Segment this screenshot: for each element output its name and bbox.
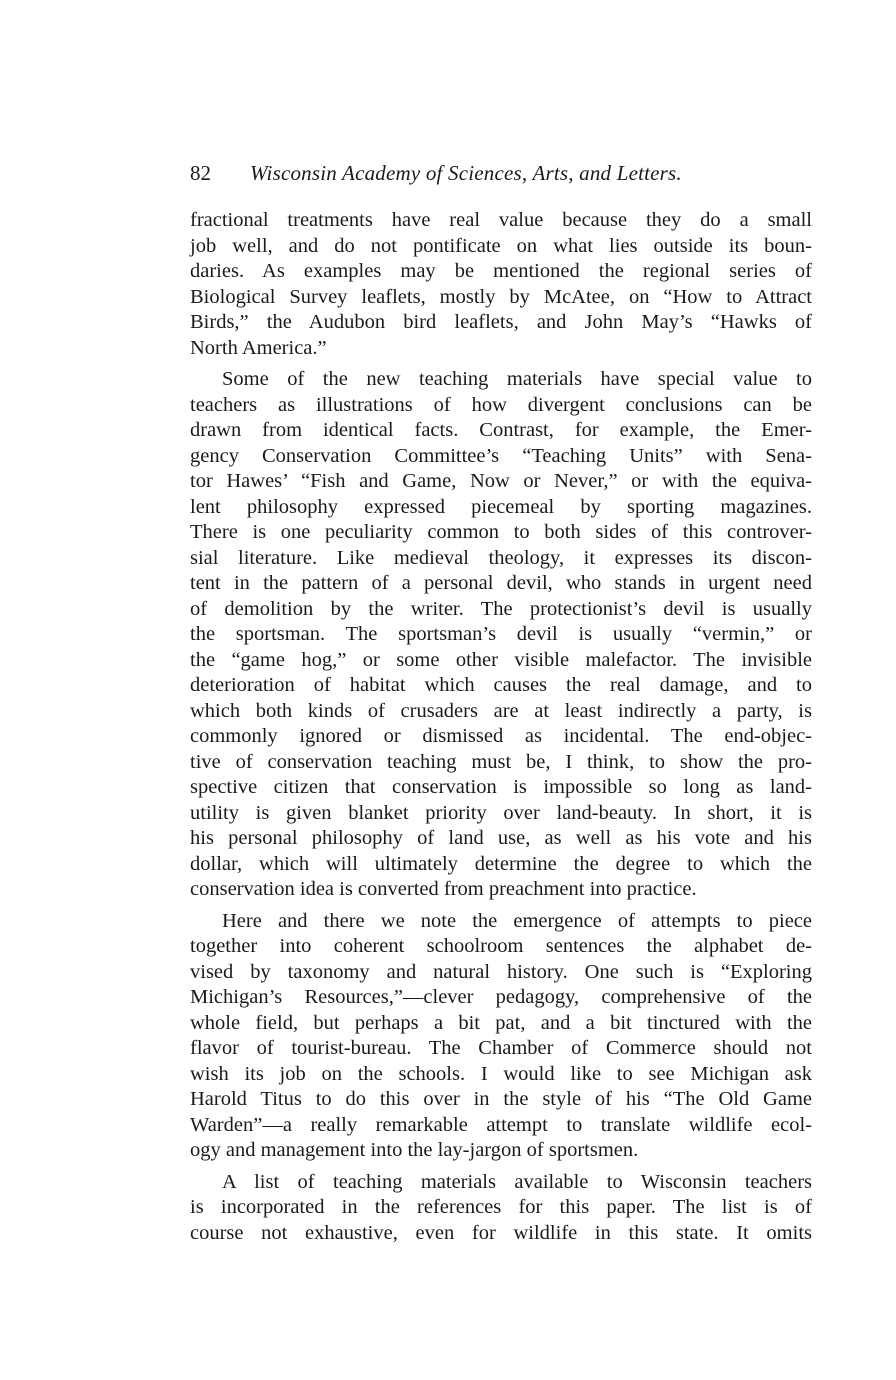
text-line: is incorporated in the references for this paper. The list is of — [190, 1196, 812, 1218]
text-line: the “game hog,” or some other visible malefactor. The invisible — [190, 648, 812, 671]
text-line: commonly ignored or dismissed as incidental. The end-objec- — [190, 725, 812, 747]
text-line: Harold Titus to do this over in the style of his “The Old Game — [190, 1088, 812, 1110]
text-line: daries. As examples may be mentioned the regional series of — [190, 260, 812, 282]
text-line: deterioration of habitat which causes the real damage, and to — [190, 674, 812, 696]
text-line: tive of conservation teaching must be, I think, to show the pro- — [190, 750, 812, 773]
text-line: Michigan’s Resources,”—clever pedagogy, comprehensive of the — [190, 986, 812, 1008]
text-line: his personal philosophy of land use, as well as his vote and his — [190, 827, 812, 849]
text-line: drawn from identical facts. Contrast, for example, the Emer- — [190, 419, 812, 441]
text-line: whole field, but perhaps a bit pat, and a bit tinctured with the — [190, 1011, 812, 1034]
paragraph — [190, 1170, 812, 1247]
paragraph — [190, 367, 812, 903]
text-line: lent philosophy expressed piecemeal by sporting magazines. — [190, 495, 812, 518]
running-head: Wisconsin Academy of Sciences, Arts, and Letters. — [250, 161, 682, 185]
text-line: Warden”—a really remarkable attempt to translate wildlife ecol- — [190, 1113, 812, 1136]
text-line: vised by taxonomy and natural history. One such is “Exploring — [190, 960, 812, 983]
text-line: There is one peculiarity common to both sides of this controver- — [190, 521, 812, 543]
text-line: together into coherent schoolroom sentences the alphabet de- — [190, 935, 812, 957]
page-header — [190, 157, 812, 189]
text-line: North America.” — [190, 336, 327, 359]
text-line: tor Hawes’ “Fish and Game, Now or Never,” or with the equiva- — [190, 470, 812, 492]
text-line: fractional treatments have real value because they do a small — [190, 209, 812, 231]
text-line: flavor of tourist-bureau. The Chamber of Commerce should not — [190, 1037, 812, 1059]
text-line: Some of the new teaching materials have special value to — [222, 368, 812, 390]
text-line: which both kinds of crusaders are at least indirectly a party, is — [190, 699, 812, 722]
text-line: teachers as illustrations of how divergent conclusions can be — [190, 393, 812, 416]
text-line: course not exhaustive, even for wildlife in this state. It omits — [190, 1221, 812, 1244]
paragraph — [190, 208, 812, 361]
paragraph — [190, 909, 812, 1164]
body-text — [190, 208, 812, 1246]
text-line: A list of teaching materials available to Wisconsin teachers — [222, 1170, 812, 1193]
text-line: Here and there we note the emergence of attempts to piece — [222, 909, 812, 932]
text-line: wish its job on the schools. I would like to see Michigan ask — [190, 1062, 812, 1085]
text-line: of demolition by the writer. The protectionist’s devil is usually — [190, 597, 812, 620]
text-line: Birds,” the Audubon bird leaflets, and John May’s “Hawks of — [190, 311, 812, 333]
text-line: sial literature. Like medieval theology, it expresses its discon- — [190, 546, 812, 569]
text-line: gency Conservation Committee’s “Teaching Units” with Sena- — [190, 444, 812, 467]
text-line: dollar, which will ultimately determine the degree to which the — [190, 852, 812, 875]
text-line: ogy and management into the lay-jargon of sportsmen. — [190, 1139, 639, 1161]
text-line: conservation idea is converted from preachment into practice. — [190, 878, 697, 900]
text-line: tent in the pattern of a personal devil, who stands in urgent need — [190, 572, 812, 594]
text-line: spective citizen that conservation is impossible so long as land- — [190, 776, 812, 798]
text-line: the sportsman. The sportsman’s devil is usually “vermin,” or — [190, 623, 812, 645]
text-line: job well, and do not pontificate on what lies outside its boun- — [190, 234, 812, 257]
text-line: utility is given blanket priority over land-beauty. In short, it is — [190, 801, 812, 824]
page-number: 82 — [190, 161, 211, 185]
text-line: Biological Survey leaflets, mostly by McAtee, on “How to Attract — [190, 285, 812, 308]
